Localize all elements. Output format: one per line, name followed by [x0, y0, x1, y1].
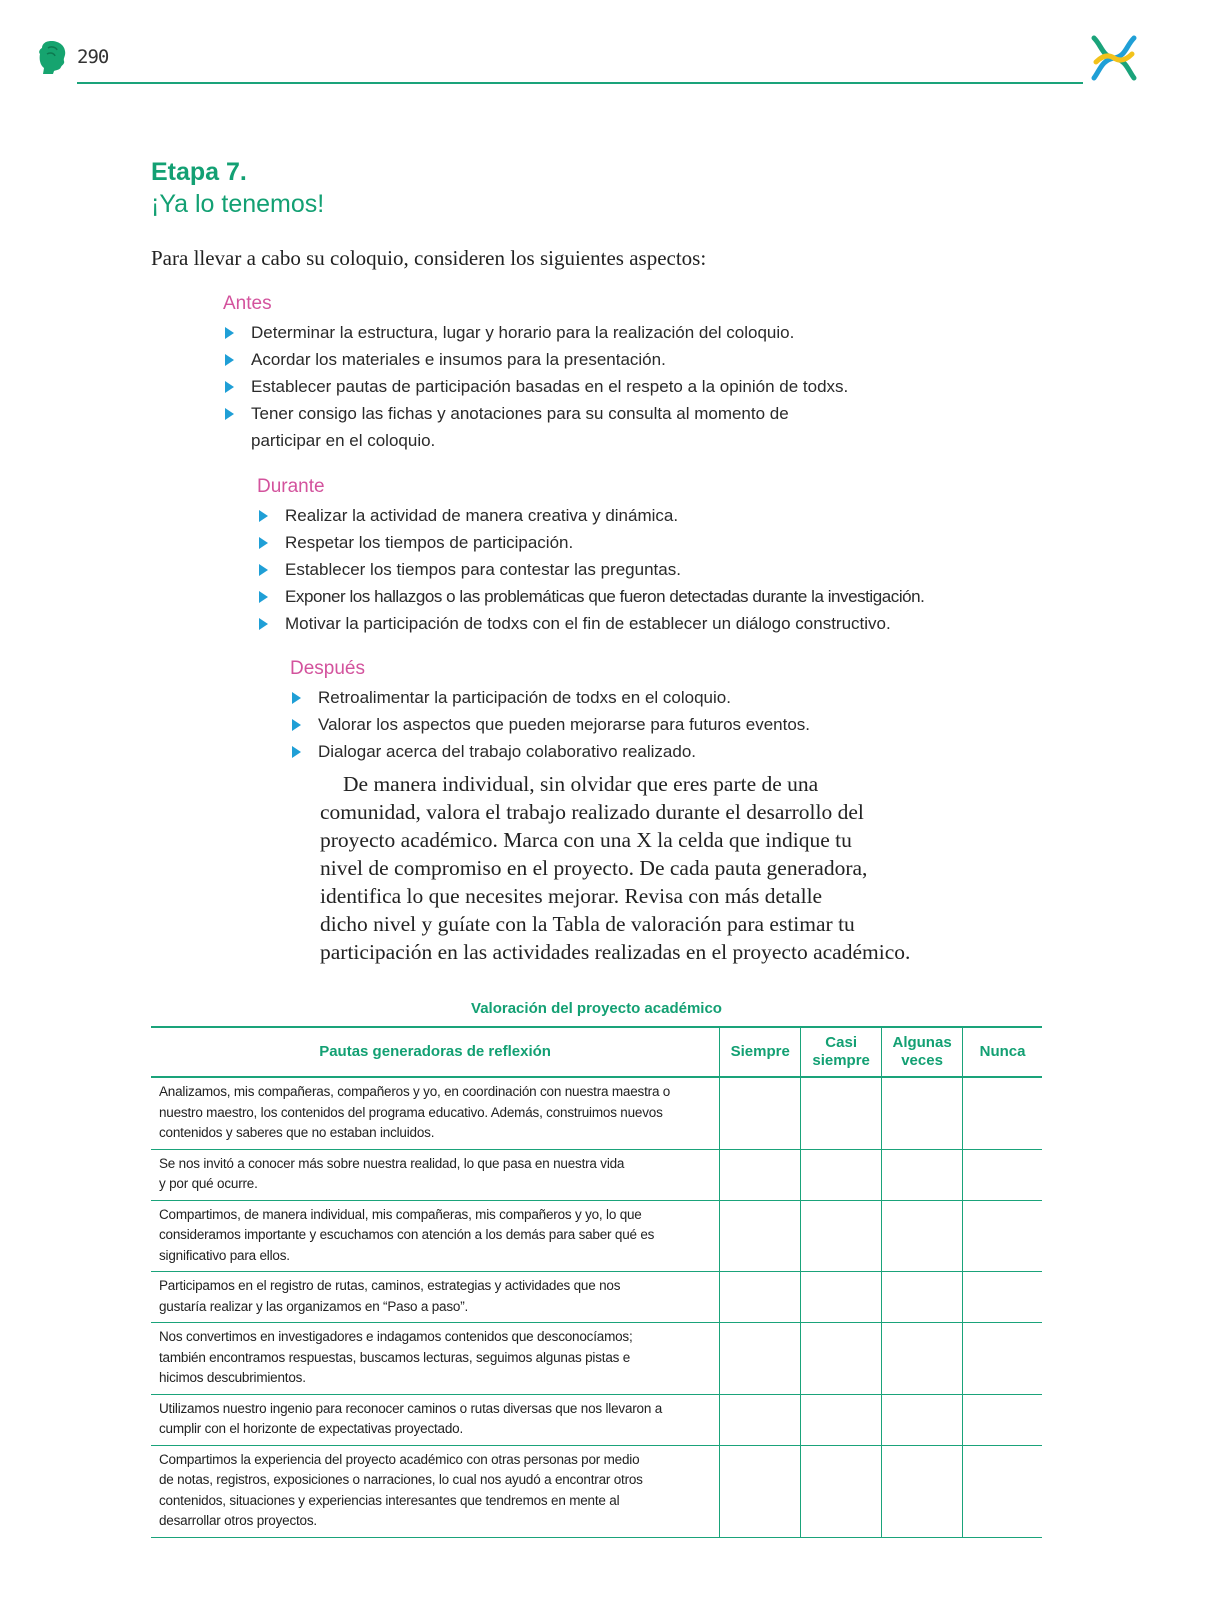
cell-casi-siempre[interactable] [801, 1323, 882, 1395]
cell-nunca[interactable] [963, 1323, 1042, 1395]
table-header-row [151, 1027, 1042, 1077]
triangle-bullet-icon [259, 510, 268, 522]
bullet-list [290, 684, 930, 765]
cell-nunca[interactable] [963, 1149, 1042, 1200]
section-antes [223, 292, 923, 454]
paragraph-line: proyecto académico. Marca con una X la celda que indique tu [320, 828, 852, 852]
instruction-paragraph [320, 770, 960, 966]
section-heading: Después [290, 658, 365, 679]
cell-algunas-veces[interactable] [882, 1200, 963, 1272]
triangle-bullet-icon [259, 618, 268, 630]
header-text: Algunas [892, 1034, 952, 1051]
list-item-text: Valorar los aspectos que pueden mejorarse para futuros eventos. [318, 715, 811, 734]
list-item [290, 738, 930, 765]
criteria-line: Nos convertimos en investigadores e indagamos contenidos que desconocíamos; [159, 1329, 633, 1344]
cell-nunca[interactable] [963, 1445, 1042, 1537]
criteria-cell [151, 1323, 720, 1395]
header-algunas-veces [882, 1027, 963, 1077]
cell-algunas-veces[interactable] [882, 1272, 963, 1323]
list-item [223, 373, 923, 400]
criteria-line: Utilizamos nuestro ingenio para reconocer caminos o rutas diversas que nos llevaron a [159, 1400, 663, 1416]
cell-nunca[interactable] [963, 1077, 1042, 1149]
cell-siempre[interactable] [720, 1077, 801, 1149]
section-durante [257, 475, 977, 637]
paragraph-line: De manera individual, sin olvidar que eres parte de una [343, 772, 819, 796]
triangle-bullet-icon [292, 719, 301, 731]
list-item-text: Retroalimentar la participación de todxs en el coloquio. [318, 688, 731, 707]
cell-casi-siempre[interactable] [801, 1394, 882, 1445]
criteria-cell [151, 1394, 720, 1445]
table-caption: Valoración del proyecto académico [471, 1000, 722, 1017]
cell-algunas-veces[interactable] [882, 1077, 963, 1149]
section-despues [290, 657, 930, 765]
criteria-line: desarrollar otros proyectos. [159, 1513, 317, 1528]
criteria-cell [151, 1077, 720, 1149]
list-item-continuation [223, 427, 923, 454]
criteria-line: y por qué ocurre. [159, 1176, 258, 1191]
criteria-cell [151, 1272, 720, 1323]
cell-nunca[interactable] [963, 1272, 1042, 1323]
stage-subtitle: ¡Ya lo tenemos! [151, 190, 325, 218]
table-row [151, 1323, 1042, 1395]
stage-title: Etapa 7. [151, 158, 247, 186]
header-casi-siempre [801, 1027, 882, 1077]
list-item-text: Establecer pautas de participación basadas en el respeto a la opinión de todxs. [251, 377, 849, 396]
header-criteria: Pautas generadoras de reflexión [151, 1027, 720, 1077]
page-number: 290 [77, 46, 109, 68]
cell-casi-siempre[interactable] [801, 1149, 882, 1200]
cell-algunas-veces[interactable] [882, 1445, 963, 1537]
list-item-text: Motivar la participación de todxs con el fin de establecer un diálogo constructivo. [285, 614, 891, 633]
list-item [290, 684, 930, 711]
criteria-line: Analizamos, mis compañeras, compañeros y yo, en coordinación con nuestra maestra o [159, 1084, 671, 1099]
section-heading: Durante [257, 476, 325, 497]
green-profile-head-icon [38, 40, 68, 74]
paragraph-line: comunidad, valora el trabajo realizado durante el desarrollo del [320, 800, 864, 824]
header-rule [77, 82, 1083, 84]
header-text: Casi [825, 1034, 857, 1051]
criteria-line: hicimos descubrimientos. [159, 1370, 306, 1385]
list-item-text: Tener consigo las fichas y anotaciones para su consulta al momento de [251, 404, 789, 423]
list-item [223, 319, 923, 346]
table-row [151, 1149, 1042, 1200]
list-item [290, 711, 930, 738]
criteria-line: contenidos y saberes que no estaban incluidos. [159, 1125, 435, 1140]
table-row [151, 1077, 1042, 1149]
criteria-line: Compartimos la experiencia del proyecto académico con otras personas por medio [159, 1451, 640, 1467]
cell-siempre[interactable] [720, 1200, 801, 1272]
intro-text: Para llevar a cabo su coloquio, consideren los siguientes aspectos: [151, 246, 707, 270]
triangle-bullet-icon [225, 408, 234, 420]
header-text: siempre [812, 1052, 870, 1069]
criteria-line: contenidos, situaciones y experiencias interesantes que tendremos en mente al [159, 1492, 620, 1508]
triangle-bullet-icon [225, 354, 234, 366]
table-row [151, 1394, 1042, 1445]
criteria-line: Se nos invitó a conocer más sobre nuestra realidad, lo que pasa en nuestra vida [159, 1155, 625, 1171]
paragraph-line: dicho nivel y guíate con la Tabla de valoración para estimar tu [320, 912, 855, 936]
bullet-list [223, 319, 923, 454]
cell-siempre[interactable] [720, 1272, 801, 1323]
paragraph-line: nivel de compromiso en el proyecto. De cada pauta generadora, [320, 856, 868, 880]
triangle-bullet-icon [292, 692, 301, 704]
criteria-line: gustaría realizar y las organizamos en “Paso a paso”. [159, 1298, 469, 1314]
cell-algunas-veces[interactable] [882, 1149, 963, 1200]
criteria-line: Participamos en el registro de rutas, caminos, estrategias y actividades que nos [159, 1278, 621, 1293]
list-item-text: Establecer los tiempos para contestar las preguntas. [285, 560, 681, 579]
cell-siempre[interactable] [720, 1323, 801, 1395]
cell-casi-siempre[interactable] [801, 1200, 882, 1272]
cell-nunca[interactable] [963, 1200, 1042, 1272]
cell-algunas-veces[interactable] [882, 1323, 963, 1395]
paragraph-line: participación en las actividades realizadas en el proyecto académico. [320, 940, 911, 964]
triangle-bullet-icon [259, 537, 268, 549]
criteria-line: de notas, registros, exposiciones o narraciones, lo cual nos ayudó a encontrar otros [159, 1472, 643, 1487]
cell-casi-siempre[interactable] [801, 1077, 882, 1149]
header-siempre: Siempre [720, 1027, 801, 1077]
criteria-line: cumplir con el horizonte de expectativas proyectado. [159, 1421, 464, 1436]
cell-casi-siempre[interactable] [801, 1272, 882, 1323]
list-item-text: Realizar la actividad de manera creativa y dinámica. [285, 506, 679, 525]
cell-siempre[interactable] [720, 1149, 801, 1200]
header-nunca: Nunca [963, 1027, 1042, 1077]
colored-knot-logo [1088, 32, 1140, 84]
list-item [223, 400, 923, 427]
header-text: veces [901, 1052, 943, 1069]
list-item [257, 529, 977, 556]
cell-siempre[interactable] [720, 1445, 801, 1537]
list-item-text: Exponer los hallazgos o las problemáticas que fueron detectadas durante la investigación. [285, 587, 925, 606]
cell-siempre[interactable] [720, 1394, 801, 1445]
paragraph-line: identifica lo que necesites mejorar. Revisa con más detalle [320, 884, 823, 908]
section-heading: Antes [223, 293, 272, 314]
list-item-text: Respetar los tiempos de participación. [285, 533, 574, 552]
list-item [223, 346, 923, 373]
table-row [151, 1200, 1042, 1272]
list-item-text: Acordar los materiales e insumos para la presentación. [251, 350, 666, 369]
criteria-cell [151, 1445, 720, 1537]
triangle-bullet-icon [259, 564, 268, 576]
list-item-text: participar en el coloquio. [251, 431, 436, 450]
criteria-line: consideramos importante y escuchamos con atención a los demás para saber qué es [159, 1227, 655, 1242]
cell-casi-siempre[interactable] [801, 1445, 882, 1537]
criteria-line: nuestro maestro, los contenidos del programa educativo. Además, construimos nuevos [159, 1104, 663, 1120]
list-item-text: Determinar la estructura, lugar y horario para la realización del coloquio. [251, 323, 795, 342]
criteria-line: significativo para ellos. [159, 1247, 290, 1263]
criteria-line: también encontramos respuestas, buscamos lecturas, seguimos algunas pistas e [159, 1349, 631, 1365]
list-item [257, 583, 977, 610]
cell-nunca[interactable] [963, 1394, 1042, 1445]
criteria-line: Compartimos, de manera individual, mis compañeras, mis compañeros y yo, lo que [159, 1206, 642, 1222]
bullet-list [257, 502, 977, 637]
triangle-bullet-icon [292, 746, 301, 758]
cell-algunas-veces[interactable] [882, 1394, 963, 1445]
table-row [151, 1272, 1042, 1323]
triangle-bullet-icon [259, 591, 268, 603]
table-row [151, 1445, 1042, 1537]
list-item [257, 610, 977, 637]
criteria-cell [151, 1200, 720, 1272]
criteria-cell [151, 1149, 720, 1200]
valoracion-table [151, 1026, 1042, 1538]
list-item [257, 502, 977, 529]
list-item [257, 556, 977, 583]
list-item-text: Dialogar acerca del trabajo colaborativo realizado. [318, 742, 696, 761]
triangle-bullet-icon [225, 327, 234, 339]
triangle-bullet-icon [225, 381, 234, 393]
